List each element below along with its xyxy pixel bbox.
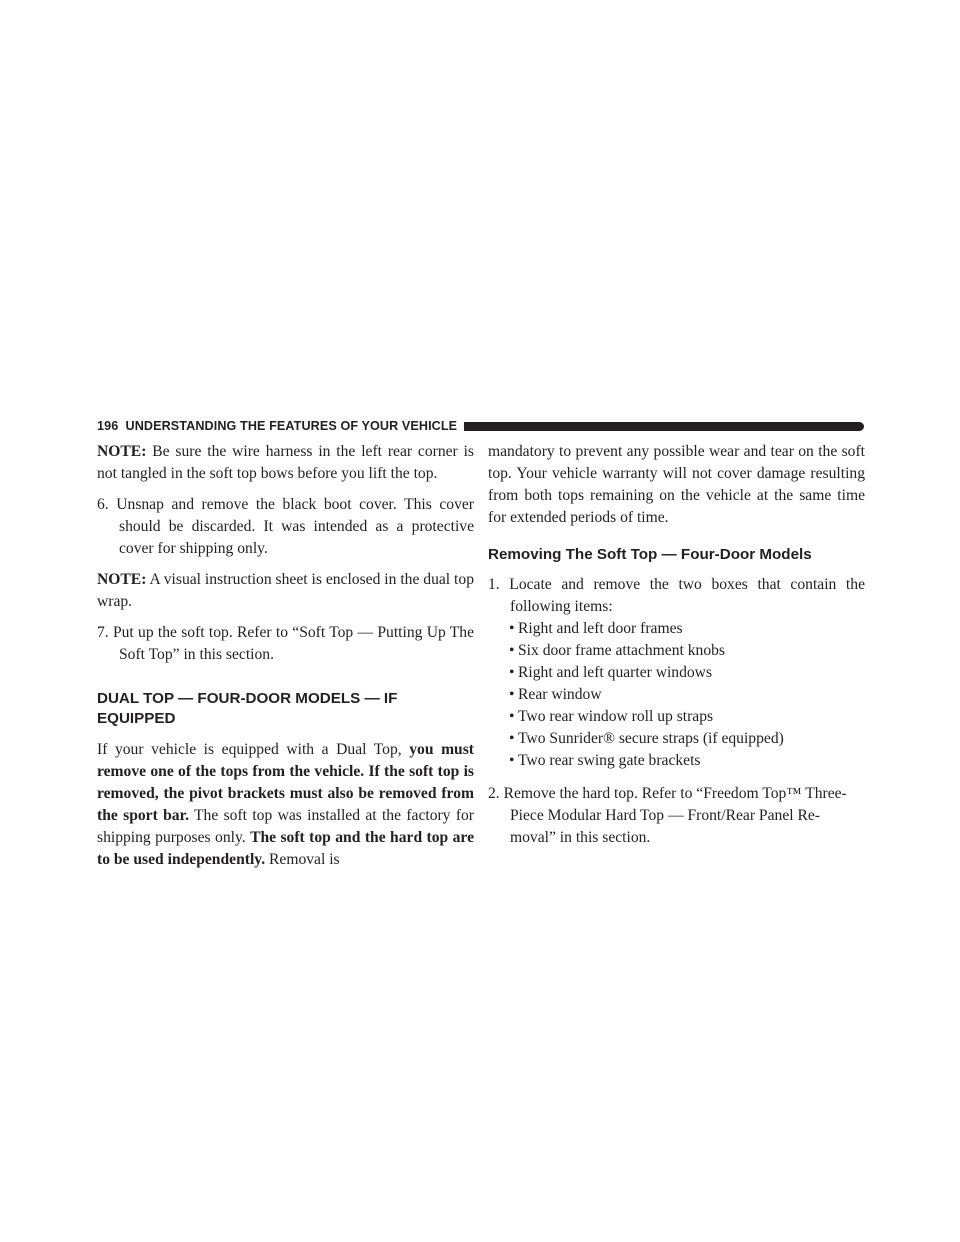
- left-column: [97, 441, 474, 871]
- note-text: Be sure the wire harness in the left rear corner is not tangled in the soft top bows before you lift the top.: [97, 443, 474, 482]
- header-text: [97, 418, 457, 434]
- bullet-icon: •: [509, 730, 515, 747]
- dual-top-paragraph: [97, 739, 474, 871]
- paragraph-bold: The soft top and the hard top are to be used independently.: [97, 829, 474, 868]
- right-column: [488, 441, 865, 849]
- paragraph-text: The soft top was installed at the factory for shipping purposes only.: [97, 807, 474, 846]
- paragraph-continuation: mandatory to prevent any possible wear and tear on the soft top. Your vehicle warranty will not cover damage resulting from both tops remaining on the vehicle at the same time for extended periods of time.: [488, 443, 865, 526]
- list-item-text: Two rear window roll up straps: [518, 708, 714, 725]
- step-2: 2. Remove the hard top. Refer to “Freedom Top™ Three-Piece Modular Hard Top — Front/Rear Panel Re-moval” in this section.: [488, 785, 847, 846]
- step-7: 7. Put up the soft top. Refer to “Soft Top — Putting Up The Soft Top” in this section.: [97, 624, 474, 663]
- paragraph-text: Removal is: [265, 851, 340, 868]
- paragraph-bold: you must remove one of the tops from the vehicle. If the soft top is removed, the pivot brackets must also be removed from the sport bar.: [97, 741, 474, 824]
- note-instruction-sheet: [97, 569, 474, 613]
- note-label: NOTE:: [97, 571, 147, 588]
- bullet-icon: •: [509, 642, 515, 659]
- list-item-text: Two rear swing gate brackets: [518, 752, 701, 769]
- items-list: [488, 618, 865, 772]
- list-item: [488, 728, 865, 750]
- list-item-text: Rear window: [518, 686, 602, 703]
- note-wire-harness: [97, 441, 474, 485]
- page-header: [97, 418, 864, 434]
- list-item: [488, 706, 865, 728]
- list-item: [488, 640, 865, 662]
- list-item-text: Right and left quarter windows: [518, 664, 713, 681]
- page-number: 196: [97, 419, 119, 433]
- list-item-text: Right and left door frames: [518, 620, 683, 637]
- list-item-text: Two Sunrider® secure straps (if equipped): [518, 730, 784, 747]
- step-1: 1. Locate and remove the two boxes that contain the following items:: [488, 576, 865, 615]
- bullet-icon: •: [509, 664, 515, 681]
- list-item-text: Six door frame attachment knobs: [518, 642, 725, 659]
- bullet-icon: •: [509, 708, 515, 725]
- bullet-icon: •: [509, 686, 515, 703]
- list-item: [488, 618, 865, 640]
- list-item: [488, 750, 865, 772]
- section-heading-dual-top: DUAL TOP — FOUR-DOOR MODELS — IF EQUIPPED: [97, 690, 398, 727]
- section-title: UNDERSTANDING THE FEATURES OF YOUR VEHICLE: [125, 419, 458, 433]
- note-label: NOTE:: [97, 443, 147, 460]
- paragraph-text: If your vehicle is equipped with a Dual Top,: [97, 741, 410, 758]
- section-heading-removing-soft-top: Removing The Soft Top — Four-Door Models: [488, 546, 812, 563]
- bullet-icon: •: [509, 752, 515, 769]
- step-6: 6. Unsnap and remove the black boot cover. This cover should be discarded. It was intended as a protective cover for shipping only.: [97, 496, 474, 557]
- list-item: [488, 684, 865, 706]
- note-text: A visual instruction sheet is enclosed in the dual top wrap.: [97, 571, 474, 610]
- bullet-icon: •: [509, 620, 515, 637]
- list-item: [488, 662, 865, 684]
- header-rule: [464, 422, 864, 431]
